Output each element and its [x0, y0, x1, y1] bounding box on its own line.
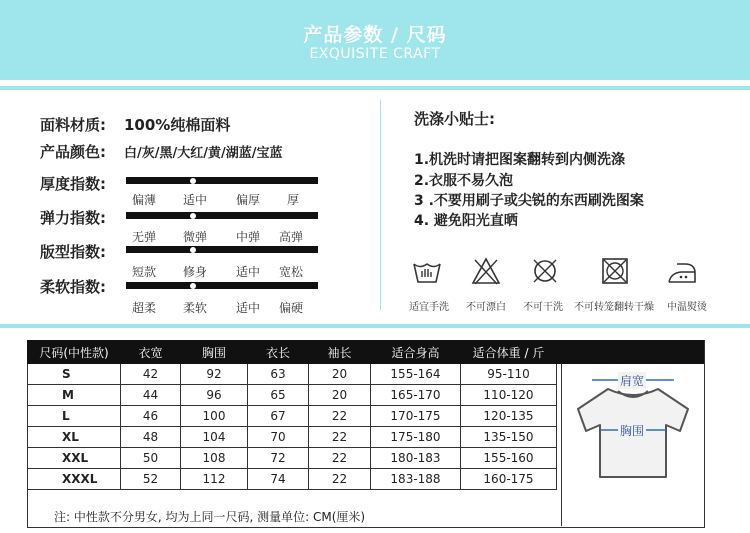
table-cell: 44 [121, 385, 181, 406]
elasticity-tick: 中弹 [236, 230, 261, 244]
size-cell: XL [28, 427, 121, 448]
header-cell [557, 341, 704, 364]
table-cell: 170-175 [371, 406, 461, 427]
banner [0, 0, 750, 80]
iron-medium-icon [667, 256, 697, 286]
banner-title: 产品参数 / 尺码 [303, 24, 447, 46]
table-cell: 100 [181, 406, 248, 427]
care-title: 洗涤小贴士: [414, 110, 495, 128]
material-label: 面料材质: [40, 116, 106, 134]
size-cell: L [28, 406, 121, 427]
size-note: 注: 中性款不分男女, 均为上同一尺码, 测量单位: CM(厘米) [54, 510, 366, 524]
fit-tick: 短款 [132, 265, 157, 279]
fit-tick: 适中 [236, 265, 261, 279]
color-label: 产品颜色: [40, 143, 106, 161]
table-cell: 22 [309, 427, 371, 448]
softness-bar [126, 282, 318, 289]
care-tip: 3 .不要用刷子或尖锐的东西刷洗图案 [414, 193, 644, 209]
thickness-tick: 偏厚 [236, 193, 261, 207]
care-tip: 1.机洗时请把图案翻转到内侧洗涤 [414, 152, 626, 168]
table-cell: 112 [181, 469, 248, 490]
table-cell: 110-120 [461, 385, 557, 406]
table-cell: 52 [121, 469, 181, 490]
table-cell: 74 [248, 469, 309, 490]
banner-subtitle: EXQUISITE CRAFT [309, 46, 441, 62]
table-cell: 63 [248, 364, 309, 385]
table-cell: 22 [309, 406, 371, 427]
table-cell: 95-110 [461, 364, 557, 385]
softness-label: 柔软指数: [40, 278, 106, 296]
header-cell: 袖长 [309, 341, 371, 364]
fit-label: 版型指数: [40, 243, 106, 261]
softness-tick: 柔软 [183, 301, 208, 315]
elasticity-marker [190, 213, 196, 219]
fit-tick: 修身 [183, 265, 208, 279]
table-cell: 165-170 [371, 385, 461, 406]
chest-label: 胸围 [620, 424, 645, 438]
hand-wash-icon [412, 256, 442, 286]
fit-marker [190, 247, 196, 253]
table-cell: 22 [309, 469, 371, 490]
table-cell: 20 [309, 364, 371, 385]
table-cell: 120-135 [461, 406, 557, 427]
table-cell: 48 [121, 427, 181, 448]
care-tip: 2.衣服不易久泡 [414, 173, 514, 189]
table-cell: 22 [309, 448, 371, 469]
elasticity-tick: 高弹 [279, 230, 304, 244]
no-bleach-icon [471, 256, 501, 286]
softness-tick: 超柔 [132, 301, 157, 315]
table-cell: 20 [309, 385, 371, 406]
table-cell: 135-150 [461, 427, 557, 448]
no-dry-clean-icon [530, 256, 560, 286]
vertical-divider [380, 100, 381, 310]
care-icon-label: 中温熨烫 [667, 302, 707, 313]
mid-stripe [0, 324, 750, 328]
header-cell: 衣长 [248, 341, 309, 364]
table-cell: 46 [121, 406, 181, 427]
care-icon-label: 不可漂白 [466, 302, 506, 313]
fit-bar [126, 246, 318, 253]
elasticity-tick: 无弹 [132, 230, 157, 244]
size-table-header [28, 341, 704, 364]
size-cell: S [28, 364, 121, 385]
thickness-marker [190, 178, 196, 184]
size-cell: XXL [28, 448, 121, 469]
table-cell: 96 [181, 385, 248, 406]
thickness-tick: 适中 [183, 193, 208, 207]
table-cell: 155-164 [371, 364, 461, 385]
table-cell: 155-160 [461, 448, 557, 469]
table-cell: 67 [248, 406, 309, 427]
header-cell: 胸围 [181, 341, 248, 364]
elasticity-label: 弹力指数: [40, 209, 106, 227]
header-cell: 适合身高 [371, 341, 461, 364]
elasticity-bar [126, 212, 318, 219]
table-cell: 72 [248, 448, 309, 469]
shirt-diagram-panel [561, 363, 704, 526]
elasticity-tick: 微弹 [183, 230, 208, 244]
color-value: 白/灰/黑/大红/黄/湖蓝/宝蓝 [124, 146, 283, 161]
softness-tick: 偏硬 [279, 301, 304, 315]
shoulder-width-label: 肩宽 [620, 374, 645, 388]
thickness-tick: 偏薄 [132, 193, 157, 207]
table-cell: 70 [248, 427, 309, 448]
table-cell: 183-188 [371, 469, 461, 490]
table-cell: 180-183 [371, 448, 461, 469]
table-cell: 50 [121, 448, 181, 469]
fit-tick: 宽松 [279, 265, 304, 279]
size-cell: XXXL [28, 469, 121, 490]
material-value: 100%纯棉面料 [124, 116, 231, 134]
thickness-label: 厚度指数: [40, 175, 106, 193]
top-stripe [0, 86, 750, 90]
table-cell: 42 [121, 364, 181, 385]
care-icon-label: 不可干洗 [523, 302, 563, 313]
table-cell: 160-175 [461, 469, 557, 490]
care-tip: 4. 避免阳光直晒 [414, 213, 518, 229]
softness-tick: 适中 [236, 301, 261, 315]
header-cell: 适合体重 / 斤 [461, 341, 557, 364]
care-icon-label: 适宜手洗 [409, 302, 449, 313]
thickness-tick: 厚 [287, 193, 300, 207]
header-cell: 尺码(中性款) [28, 341, 121, 364]
header-cell: 衣宽 [121, 341, 181, 364]
softness-marker [190, 283, 196, 289]
table-cell: 108 [181, 448, 248, 469]
care-icon-label: 不可转笼翻转干燥 [574, 302, 654, 313]
table-cell: 175-180 [371, 427, 461, 448]
no-tumble-dry-icon [600, 256, 630, 286]
table-cell: 65 [248, 385, 309, 406]
table-cell: 92 [181, 364, 248, 385]
thickness-bar [126, 177, 318, 184]
size-cell: M [28, 385, 121, 406]
table-cell: 104 [181, 427, 248, 448]
